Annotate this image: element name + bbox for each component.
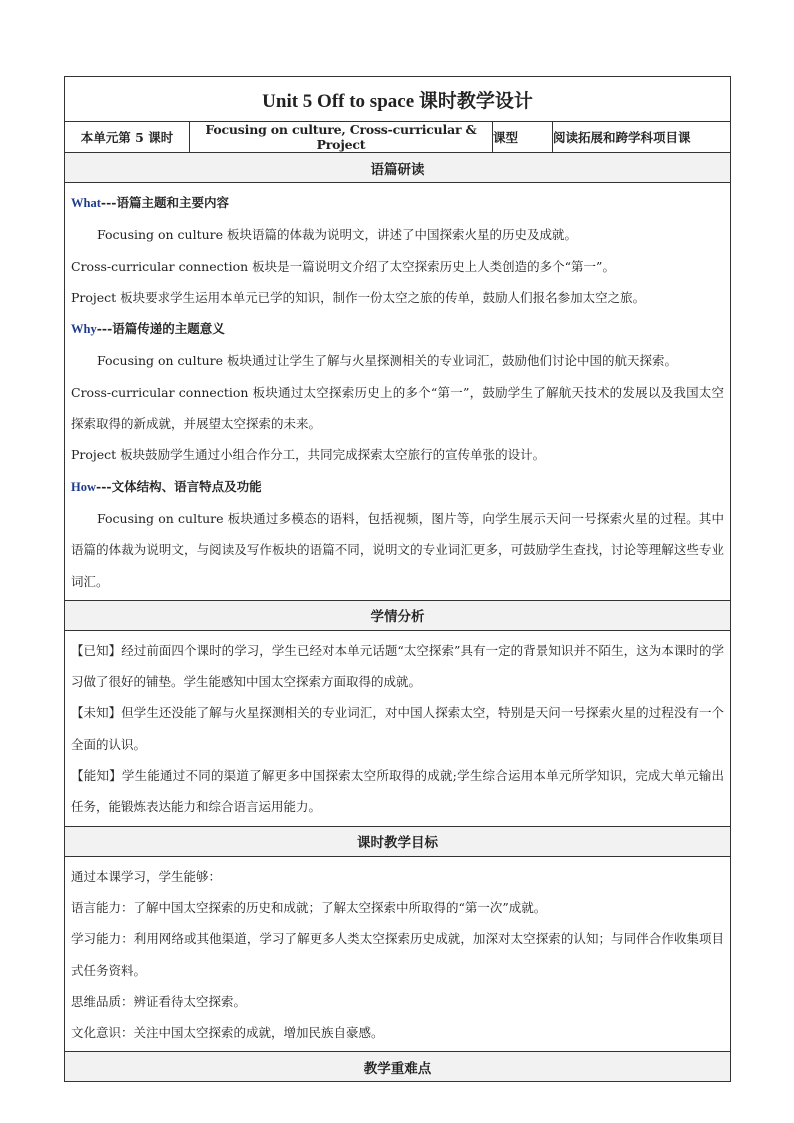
lesson-info-row [65, 122, 731, 153]
why-paragraph-2: Cross-curricular connection 板块通过太空探索历史上的多个“第一”，鼓励学生了解航天技术的发展以及我国太空探索取得的新成就，并展望太空探索的未来。 [71, 384, 725, 432]
lesson-type-label: 课型 [493, 122, 553, 153]
how-paragraph-1: Focusing on culture 板块通过多模态的语料，包括视频，图片等，向学生展示天问一号探索火星的过程。其中语篇的体裁为说明文，与阅读及写作板块的语篇不同，说明文的专业词汇更多，可鼓励学生查找，讨论等理解这些专业词汇。 [71, 510, 725, 589]
section-heading-key-points: 教学重难点 [65, 1052, 731, 1082]
objective-culture: 文化意识：关注中国太空探索的成就，增加民族自豪感。 [71, 1025, 384, 1041]
objective-learning: 学习能力：利用网络或其他渠道，学习了解更多人类太空探索历史成就，加深对太空探索的认知；与同伴合作收集项目式任务资料。 [71, 931, 725, 978]
analysis-known: 【已知】经过前面四个课时的学习，学生已经对本单元话题“太空探索”具有一定的背景知识并不陌生，这为本课时的学习做了很好的铺垫。学生能感知中国太空探索方面取得的成就。 [71, 642, 725, 690]
why-heading: Why---语篇传递的主题意义 [71, 321, 225, 337]
lesson-number: 本单元第 5 课时 [65, 122, 190, 153]
text-study-content [65, 183, 731, 601]
analysis-content [65, 630, 731, 826]
objectives-intro: 通过本课学习，学生能够： [71, 868, 222, 884]
lesson-design-table [64, 76, 731, 1082]
objective-language: 语言能力：了解中国太空探索的历史和成就；了解太空探索中所取得的“第一次”成就。 [71, 899, 547, 915]
objectives-content [65, 856, 731, 1052]
document-title: Unit 5 Off to space 课时教学设计 [65, 77, 731, 122]
section-heading-analysis: 学情分析 [65, 600, 731, 630]
what-paragraph-2: Cross-curricular connection 板块是一篇说明文介绍了太空探索历史上人类创造的多个“第一”。 [71, 258, 615, 274]
section-heading-text-study: 语篇研读 [65, 153, 731, 183]
lesson-topic: Focusing on culture, Cross-curricular & Project [190, 122, 493, 153]
analysis-unknown: 【未知】但学生还没能了解与火星探测相关的专业词汇，对中国人探索太空，特别是天问一号探索火星的过程没有一个全面的认识。 [71, 705, 725, 752]
objective-thinking: 思维品质：辨证看待太空探索。 [71, 993, 247, 1009]
how-heading: How---文体结构、语言特点及功能 [71, 478, 262, 494]
why-paragraph-1: Focusing on culture 板块通过让学生了解与火星探测相关的专业词汇，鼓励他们讨论中国的航天探索。 [97, 353, 678, 369]
what-paragraph-3: Project 板块要求学生运用本单元已学的知识，制作一份太空之旅的传单，鼓励人们报名参加太空之旅。 [71, 289, 646, 305]
section-heading-objectives: 课时教学目标 [65, 826, 731, 856]
what-heading: What---语篇主题和主要内容 [71, 195, 229, 210]
why-paragraph-3: Project 板块鼓励学生通过小组合作分工，共同完成探索太空旅行的宣传单张的设计。 [71, 447, 546, 463]
what-paragraph-1: Focusing on culture 板块语篇的体裁为说明文，讲述了中国探索火星的历史及成就。 [97, 227, 578, 243]
analysis-achievable: 【能知】学生能通过不同的渠道了解更多中国探索太空所取得的成就;学生综合运用本单元所学知识，完成大单元输出任务，能锻炼表达能力和综合语言运用能力。 [71, 768, 725, 815]
lesson-type-value: 阅读拓展和跨学科项目课 [553, 122, 731, 153]
